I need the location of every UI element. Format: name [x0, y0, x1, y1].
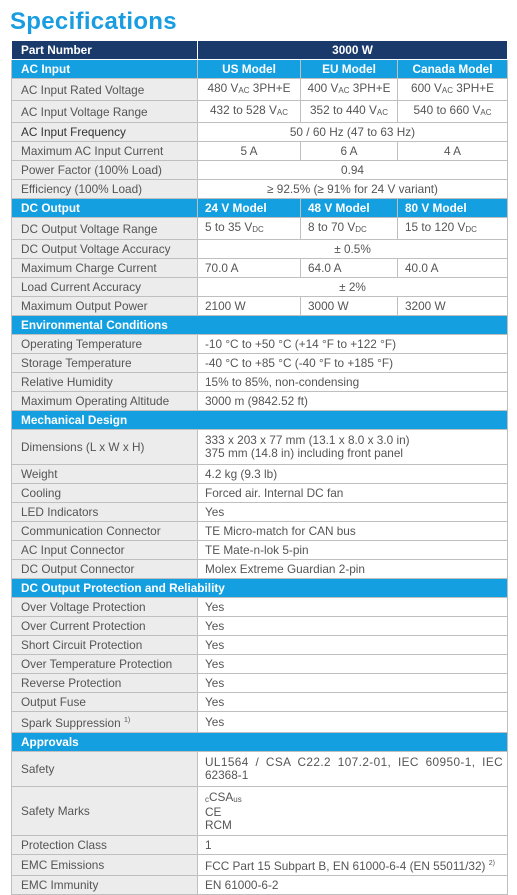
- specifications-table: [11, 40, 508, 895]
- protection-label: Reverse Protection: [12, 674, 198, 693]
- protection-value: Yes: [198, 617, 508, 636]
- safety-value: [198, 752, 508, 787]
- protection-value: Yes: [198, 655, 508, 674]
- emc-immunity-value: EN 61000-6-2: [198, 876, 508, 895]
- safety-line-2: 62368-1: [205, 768, 249, 782]
- protection-label: Over Temperature Protection: [12, 655, 198, 674]
- mech-value: Molex Extreme Guardian 2-pin: [198, 560, 508, 579]
- mech-row: [12, 484, 508, 503]
- mech-row: [12, 522, 508, 541]
- voltage-range-canada: 540 to 660 VAC: [398, 101, 508, 123]
- mech-row: [12, 503, 508, 522]
- mech-value: Yes: [198, 503, 508, 522]
- env-value: -40 °C to +85 °C (-40 °F to +185 °F): [198, 354, 508, 373]
- rated-voltage-eu: 400 VAC 3PH+E: [301, 79, 398, 101]
- spark-suppression-row: [12, 712, 508, 733]
- part-number-row: [12, 41, 508, 60]
- emc-emissions-value: FCC Part 15 Subpart B, EN 61000-6-4 (EN 55011/32) $^{2)}$: [198, 855, 508, 876]
- env-row: [12, 354, 508, 373]
- voltage-range-eu: 352 to 440 VAC: [301, 101, 398, 123]
- spark-suppression-value: Yes: [198, 712, 508, 733]
- safety-marks-row: [12, 787, 508, 836]
- env-value: 15% to 85%, non-condensing: [198, 373, 508, 392]
- max-charge-current-row: [12, 259, 508, 278]
- env-label: Maximum Operating Altitude: [12, 392, 198, 411]
- protection-class-row: [12, 836, 508, 855]
- protection-row: [12, 636, 508, 655]
- max-current-canada: 4 A: [398, 142, 508, 161]
- dimensions-row: [12, 430, 508, 465]
- max-output-power-24v: 2100 W: [198, 297, 301, 316]
- emc-emissions-label: EMC Emissions: [12, 855, 198, 876]
- mech-row: [12, 541, 508, 560]
- rated-voltage-row: [12, 79, 508, 101]
- page-title: Specifications: [10, 8, 177, 35]
- mech-label: LED Indicators: [12, 503, 198, 522]
- load-current-accuracy-row: [12, 278, 508, 297]
- dc-voltage-accuracy-label: DC Output Voltage Accuracy: [12, 240, 198, 259]
- dc-output-title: DC Output: [12, 199, 198, 218]
- 80v-model-label: 80 V Model: [398, 199, 508, 218]
- env-row: [12, 392, 508, 411]
- env-label: Operating Temperature: [12, 335, 198, 354]
- safety-row: [12, 752, 508, 787]
- spark-suppression-label: Spark Suppression $^{1)}$: [12, 712, 198, 733]
- approvals-title: Approvals: [12, 733, 508, 752]
- dimensions-value: [198, 430, 508, 465]
- voltage-range-row: [12, 101, 508, 123]
- env-label: Storage Temperature: [12, 354, 198, 373]
- frequency-label: AC Input Frequency: [12, 123, 198, 142]
- mech-label: AC Input Connector: [12, 541, 198, 560]
- environmental-header: [12, 316, 508, 335]
- protection-label: Output Fuse: [12, 693, 198, 712]
- canada-model-label: Canada Model: [398, 60, 508, 79]
- max-output-power-row: [12, 297, 508, 316]
- max-current-row: [12, 142, 508, 161]
- voltage-range-us: 432 to 528 VAC: [198, 101, 301, 123]
- mech-value: Forced air. Internal DC fan: [198, 484, 508, 503]
- efficiency-row: [12, 180, 508, 199]
- env-row: [12, 373, 508, 392]
- mech-value: TE Micro-match for CAN bus: [198, 522, 508, 541]
- dimensions-line-2: 375 mm (14.8 in) including front panel: [205, 446, 404, 460]
- emc-immunity-row: [12, 876, 508, 895]
- load-current-accuracy-value: ± 2%: [198, 278, 508, 297]
- protection-value: Yes: [198, 598, 508, 617]
- protection-value: Yes: [198, 693, 508, 712]
- approvals-header: [12, 733, 508, 752]
- rated-voltage-canada: 600 VAC 3PH+E: [398, 79, 508, 101]
- protection-row: [12, 674, 508, 693]
- load-current-accuracy-label: Load Current Accuracy: [12, 278, 198, 297]
- efficiency-label: Efficiency (100% Load): [12, 180, 198, 199]
- max-charge-current-label: Maximum Charge Current: [12, 259, 198, 278]
- part-number-value: 3000 W: [198, 41, 508, 60]
- mech-label: DC Output Connector: [12, 560, 198, 579]
- max-output-power-label: Maximum Output Power: [12, 297, 198, 316]
- voltage-range-label: AC Input Voltage Range: [12, 101, 198, 123]
- max-current-label: Maximum AC Input Current: [12, 142, 198, 161]
- footnote-2: 2): [488, 860, 495, 867]
- rated-voltage-label: AC Input Rated Voltage: [12, 79, 198, 101]
- protection-value: Yes: [198, 636, 508, 655]
- protection-value: Yes: [198, 674, 508, 693]
- frequency-row: [12, 123, 508, 142]
- safety-line-1: UL1564 / CSA C22.2 107.2-01, IEC 60950-1, IEC: [205, 755, 504, 769]
- max-current-us: 5 A: [198, 142, 301, 161]
- mechanical-title: Mechanical Design: [12, 411, 508, 430]
- mech-value: 4.2 kg (9.3 lb): [198, 465, 508, 484]
- mech-value: TE Mate-n-lok 5-pin: [198, 541, 508, 560]
- protection-class-value: 1: [198, 836, 508, 855]
- env-value: 3000 m (9842.52 ft): [198, 392, 508, 411]
- dc-voltage-range-24v: 5 to 35 VDC: [198, 218, 301, 240]
- protection-label: Short Circuit Protection: [12, 636, 198, 655]
- protection-row: [12, 693, 508, 712]
- safety-marks-value: [198, 787, 508, 836]
- 48v-model-label: 48 V Model: [301, 199, 398, 218]
- protection-row: [12, 617, 508, 636]
- max-output-power-80v: 3200 W: [398, 297, 508, 316]
- max-charge-current-80v: 40.0 A: [398, 259, 508, 278]
- footnote-1: 1): [123, 717, 131, 724]
- csa-mark: cCSAus: [205, 789, 242, 804]
- 24v-model-label: 24 V Model: [198, 199, 301, 218]
- ce-mark: CE: [205, 804, 222, 819]
- power-factor-row: [12, 161, 508, 180]
- mech-label: Cooling: [12, 484, 198, 503]
- env-row: [12, 335, 508, 354]
- mech-row: [12, 465, 508, 484]
- ac-input-title: AC Input: [12, 60, 198, 79]
- mech-label: Communication Connector: [12, 522, 198, 541]
- protection-row: [12, 598, 508, 617]
- emc-emissions-row: [12, 855, 508, 876]
- max-charge-current-24v: 70.0 A: [198, 259, 301, 278]
- env-value: -10 °C to +50 °C (+14 °F to +122 °F): [198, 335, 508, 354]
- power-factor-label: Power Factor (100% Load): [12, 161, 198, 180]
- mech-label: Weight: [12, 465, 198, 484]
- part-number-label: Part Number: [12, 41, 198, 60]
- protection-class-label: Protection Class: [12, 836, 198, 855]
- protection-row: [12, 655, 508, 674]
- protection-label: Over Voltage Protection: [12, 598, 198, 617]
- frequency-value: 50 / 60 Hz (47 to 63 Hz): [198, 123, 508, 142]
- safety-marks-label: Safety Marks: [12, 787, 198, 836]
- us-model-label: US Model: [198, 60, 301, 79]
- rated-voltage-us: 480 VAC 3PH+E: [198, 79, 301, 101]
- safety-label: Safety: [12, 752, 198, 787]
- ac-input-header: [12, 60, 508, 79]
- emc-immunity-label: EMC Immunity: [12, 876, 198, 895]
- efficiency-value: ≥ 92.5% (≥ 91% for 24 V variant): [198, 180, 508, 199]
- dc-output-header: [12, 199, 508, 218]
- dc-voltage-accuracy-row: [12, 240, 508, 259]
- protection-header: [12, 579, 508, 598]
- power-factor-value: 0.94: [198, 161, 508, 180]
- mech-row: [12, 560, 508, 579]
- max-current-eu: 6 A: [301, 142, 398, 161]
- dc-voltage-range-80v: 15 to 120 VDC: [398, 218, 508, 240]
- env-label: Relative Humidity: [12, 373, 198, 392]
- eu-model-label: EU Model: [301, 60, 398, 79]
- dc-voltage-accuracy-value: ± 0.5%: [198, 240, 508, 259]
- max-output-power-48v: 3000 W: [301, 297, 398, 316]
- max-charge-current-48v: 64.0 A: [301, 259, 398, 278]
- rcm-mark: RCM: [205, 817, 232, 832]
- protection-title: DC Output Protection and Reliability: [12, 579, 508, 598]
- dimensions-line-1: 333 x 203 x 77 mm (13.1 x 8.0 x 3.0 in): [205, 433, 410, 447]
- dc-voltage-range-row: [12, 218, 508, 240]
- environmental-title: Environmental Conditions: [12, 316, 508, 335]
- mechanical-header: [12, 411, 508, 430]
- protection-label: Over Current Protection: [12, 617, 198, 636]
- dimensions-label: Dimensions (L x W x H): [12, 430, 198, 465]
- dc-voltage-range-label: DC Output Voltage Range: [12, 218, 198, 240]
- dc-voltage-range-48v: 8 to 70 VDC: [301, 218, 398, 240]
